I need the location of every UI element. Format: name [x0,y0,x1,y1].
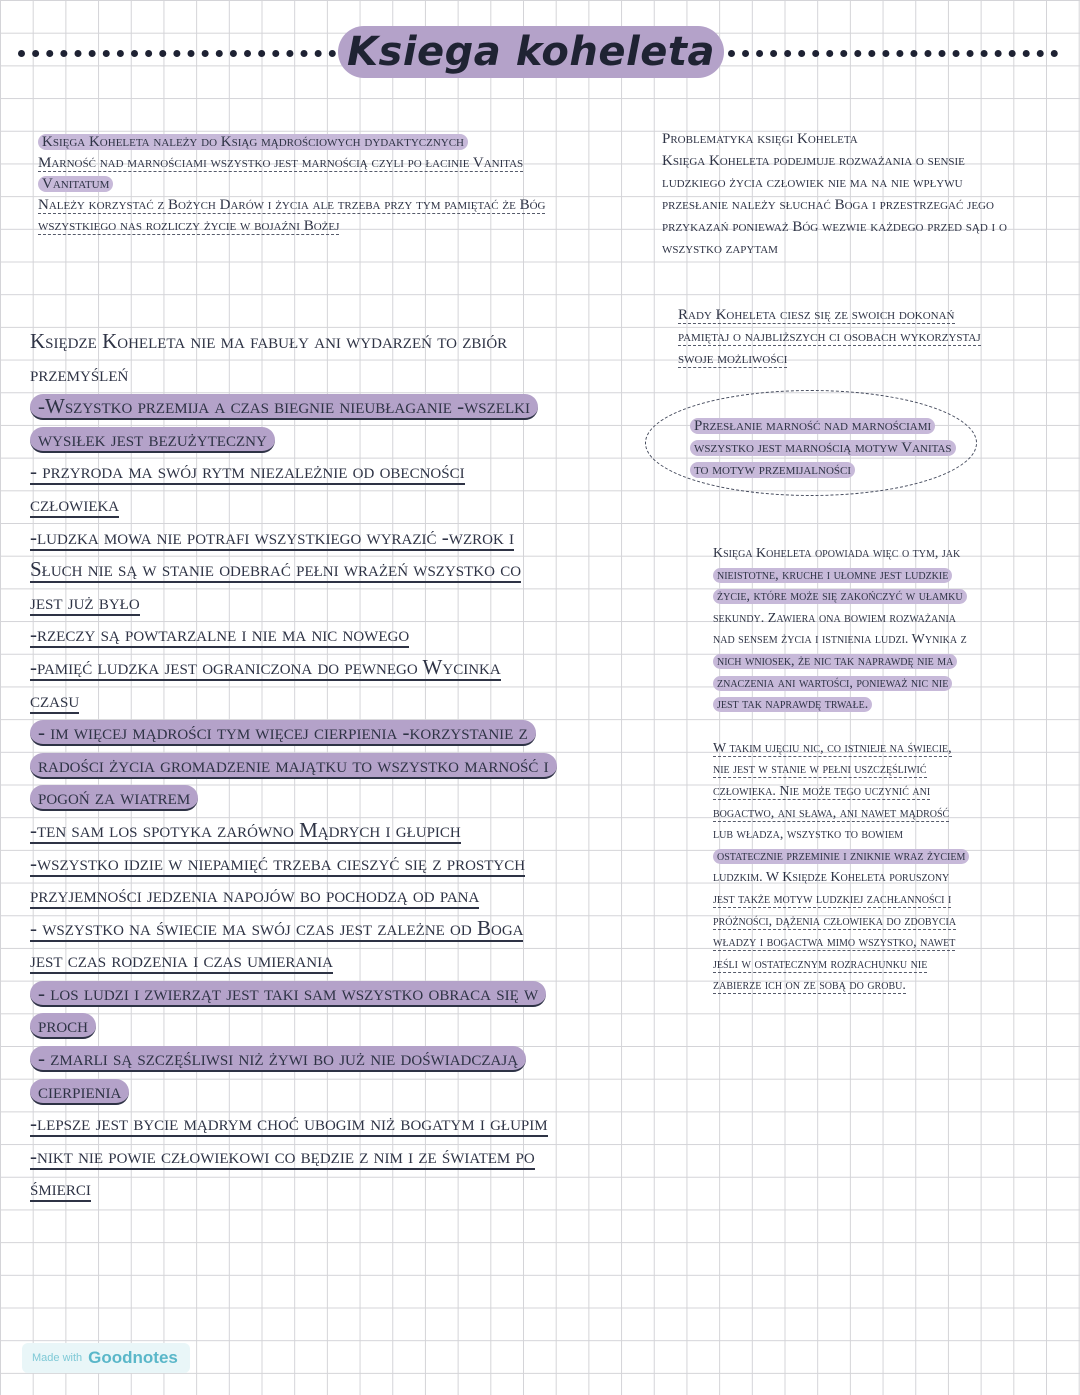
paragraph-gap [713,716,969,738]
main-line: -wszystko idzie w niepamięć trzeba cieszyć się z prostych [30,850,526,875]
title-bar [0,22,1080,82]
problematyka-line: przykazań ponieważ Bóg wezwie każdego przed sąd i o [662,219,1007,235]
main-line: cierpienia [30,1075,557,1108]
main-line: - im więcej mądrości tym więcej cierpienia -korzystanie z [30,716,557,749]
intro-line: Marność nad marnościami wszystko jest marnością czyli po łacinie Vanitas [38,155,524,171]
summary-line: W takim ujęciu nic, co istnieje na świecie, [713,740,952,756]
main-line: - zmarli są szczęśliwsi niż żywi bo już nie doświadczają [30,1042,557,1075]
main-line: śmierci [30,1176,91,1201]
intro-line: wszystkiego nas rozliczy życie w bojaźni Bożej [38,218,340,234]
problematyka-line: Problematyka księgi Koheleta [662,131,858,147]
watermark-made-with: Made with [32,1352,83,1364]
main-line: przemyśleń [30,361,129,386]
summary-line: znaczenia ani wartości, ponieważ nic nie [713,673,969,695]
intro-line: Vanitatum [38,174,545,195]
przeslanie-line: Przesłanie marność nad marnościami [690,415,956,437]
main-line: Słuch nie są w stanie odebrać pełni wrażeń wszystko co [30,557,522,582]
summary-line: nieistotne, kruche i ułomne jest ludzkie [713,565,969,587]
rady-line: pamiętaj o najbliższych ci osobach wykorzystaj [678,329,981,345]
problematyka-line: Księga Koheleta podejmuje rozważania o sensie [662,153,965,169]
summary-notes [713,543,969,997]
main-line: jest już było [30,589,140,614]
summary-line: jest także motyw ludzkiej zachłanności i [713,891,952,907]
problematyka-line: ludzkiego życia człowiek nie ma na nie wpływu [662,175,963,191]
summary-line: próżności, dążenia człowieka do zdobycia [713,913,957,929]
summary-line: życie, które może się zakończyć w ułamku [713,586,969,608]
problematyka-notes [662,128,1007,260]
main-line: -ludzka mowa nie potrafi wszystkiego wyrazić -wzrok i [30,524,515,549]
rady-line: Rady Koheleta ciesz się ze swoich dokonań [678,307,955,323]
rady-line: swoje możliwości [678,351,788,367]
summary-line: Księga Koheleta opowiada więc o tym, jak [713,546,961,561]
problematyka-line: przesłanie należy słuchać Boga i przestrzegać jego [662,197,994,213]
main-line: - przyroda ma swój rytm niezależnie od obecności [30,459,465,484]
summary-line: nie jest w stanie w pełni uszczęśliwić [713,762,927,778]
main-line: - los ludzi i zwierząt jest taki sam wszystko obraca się w [30,977,557,1010]
main-notes [30,325,557,1205]
main-line: jest czas rodzenia i czas umierania [30,948,333,973]
dotted-divider-left [18,50,336,57]
summary-line: sekundy. Zawiera ona bowiem rozważania [713,610,956,626]
dotted-divider-right [728,50,1058,57]
summary-line: ludzkim. W Księdze Koheleta poruszony [713,870,950,886]
main-line: -rzeczy są powtarzalne i nie ma nic nowego [30,622,410,647]
summary-line: jeśli w ostatecznym rozrachunku nie [713,956,928,972]
main-line: -nikt nie powie człowiekowi co będzie z nim i ze światem po [30,1143,535,1168]
summary-line: nad sensem życia i istnienia ludzi. Wynika z [713,632,967,648]
main-line: proch [30,1009,557,1042]
summary-line: lub władza, wszystko to bowiem [713,827,904,843]
intro-line: Należy korzystać z Bożych Darów i życia ale trzeba przy tym pamiętać że Bóg [38,197,546,213]
main-line: pogoń za wiatrem [30,781,557,814]
main-line: -pamięć ludzka jest ograniczona do pewnego Wycinka [30,654,501,679]
summary-line: ostatecznie przeminie i zniknie wraz życiem [713,846,969,868]
przeslanie-line: to motyw przemijalności [690,459,956,481]
intro-line: Księga Koheleta należy do Ksiąg mądrościowych dydaktycznych [38,132,545,153]
intro-notes [38,132,545,237]
przeslanie-notes [690,415,956,481]
main-line: - wszystko na świecie ma swój czas jest zależne od Boga [30,915,524,940]
main-line: przyjemności jedzenia napojów bo pochodzą od pana [30,883,480,908]
rady-notes [678,304,981,370]
main-line: wysiłek jest bezużyteczny [30,423,557,456]
przeslanie-line: wszystko jest marnością motyw Vanitas [690,437,956,459]
main-line: czasu [30,687,80,712]
main-line: Księdze Koheleta nie ma fabuły ani wydarzeń to zbiór [30,329,508,353]
main-line: -ten sam los spotyka zarówno Mądrych i głupich [30,817,461,842]
summary-line: zabierze ich on ze sobą do grobu. [713,978,906,994]
goodnotes-watermark [22,1343,190,1373]
summary-line: nich wniosek, że nic tak naprawdę nie ma [713,651,969,673]
problematyka-line: wszystko zapytam [662,241,778,257]
main-line: człowieka [30,491,120,516]
main-line: radości życia gromadzenie majątku to wszystko marność i [30,749,557,782]
summary-line: władzy i bogactwa mimo wszystko, nawet [713,935,956,951]
main-line: -Wszystko przemija a czas biegnie nieubłaganie -wszelki [30,390,557,423]
summary-line: jest tak naprawdę trwałe. [713,694,969,716]
watermark-brand: Goodnotes [88,1348,178,1367]
main-line: -lepsze jest bycie mądrym choć ubogim niż bogatym i głupim [30,1111,548,1136]
page-title: Ksiega koheleta [338,26,724,78]
summary-line: bogactwo, ani sława, ani nawet mądrość [713,805,950,821]
summary-line: człowieka. Nie może tego uczynić ani [713,783,931,799]
